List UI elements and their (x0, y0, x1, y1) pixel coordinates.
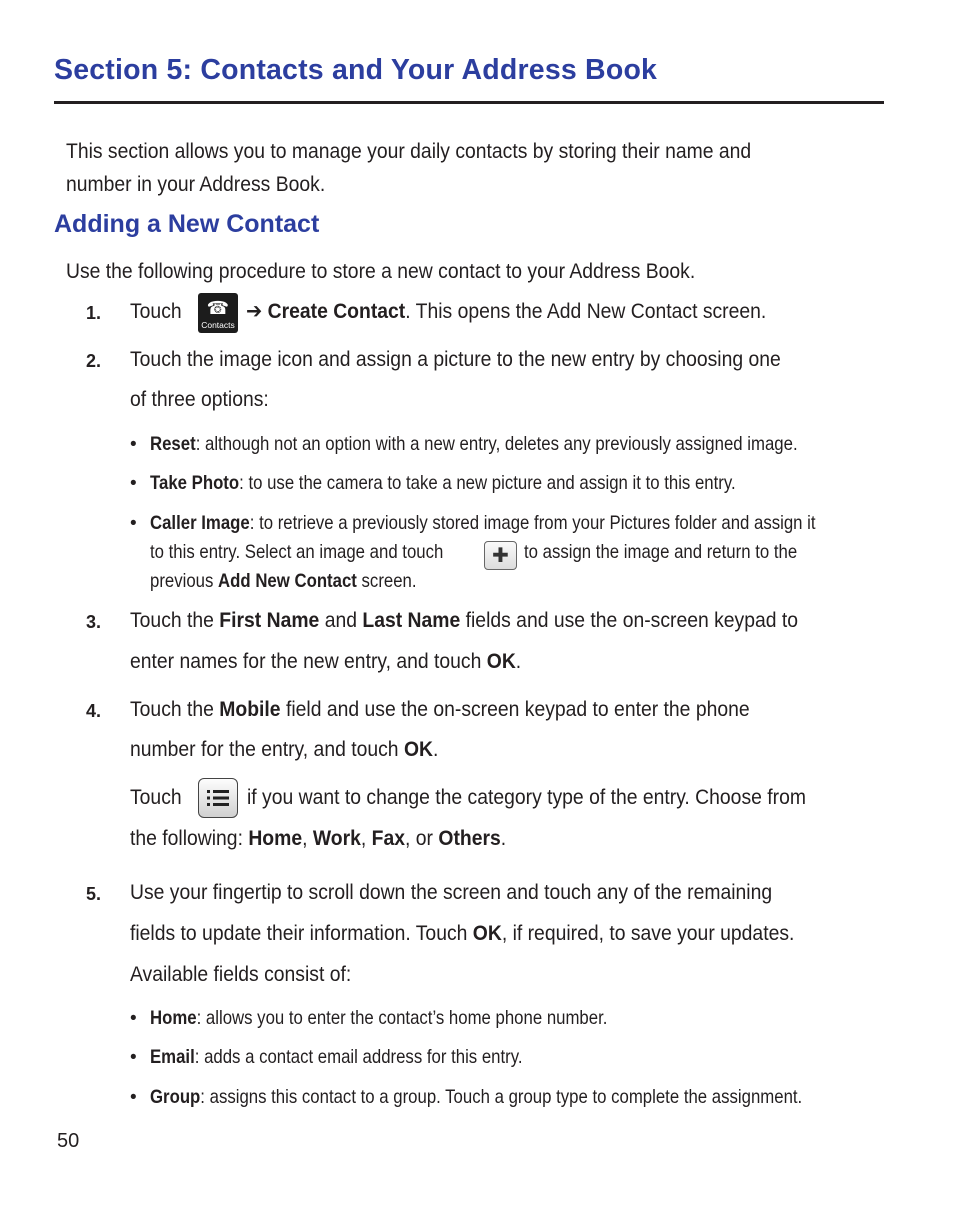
title-rule (54, 101, 884, 104)
bullet-caller-image-line-3: previous Add New Contact screen. (150, 570, 417, 592)
step-4-extra-pre: Touch (130, 785, 182, 809)
step-number: 1. (86, 303, 102, 323)
step-5-line-3: Available fields consist of: (130, 962, 352, 986)
contacts-app-icon (198, 293, 238, 333)
step-2-line-2: of three options: (130, 387, 269, 411)
bullet: • (130, 513, 137, 534)
bullet: • (130, 1047, 137, 1068)
arrow-icon: ➔ (246, 299, 263, 323)
phone-book-icon: ☎ (206, 297, 230, 318)
step-1-text: ➔ Create Contact. This opens the Add New Contact screen. (246, 299, 767, 323)
step-number: 4. (86, 701, 102, 721)
bullet-take-photo: Take Photo: to use the camera to take a new picture and assign it to this entry. (150, 472, 736, 494)
bullet: • (130, 434, 137, 455)
step-4-extra-line-2: the following: Home, Work, Fax, or Others. (130, 826, 507, 850)
step-5-line-1: Use your fingertip to scroll down the screen and touch any of the remaining (130, 880, 773, 904)
contacts-icon-label: Contacts (201, 319, 235, 330)
bullet-caller-image-line-2b: to assign the image and return to the (524, 541, 798, 563)
bullet: • (130, 1008, 137, 1029)
bullet-caller-image-line-2a: to this entry. Select an image and touch (150, 541, 444, 563)
intro-line-1: This section allows you to manage your daily contacts by storing their name and (66, 139, 752, 163)
step-4-line-2: number for the entry, and touch OK. (130, 737, 439, 761)
bullet: • (130, 1087, 137, 1108)
step-number: 2. (86, 351, 102, 371)
plus-icon: ✚ (484, 541, 517, 570)
intro-line-2: number in your Address Book. (66, 172, 326, 196)
step-2-line-1: Touch the image icon and assign a picture to the new entry by choosing one (130, 347, 781, 371)
bullet-email: Email: adds a contact email address for this entry. (150, 1046, 523, 1068)
menu-list-icon (198, 778, 238, 818)
create-contact-label: Create Contact (267, 299, 406, 323)
bullet-group: Group: assigns this contact to a group. Touch a group type to complete the assignment. (150, 1086, 803, 1108)
step-4-extra-text: if you want to change the category type of the entry. Choose from (247, 785, 806, 809)
step-3-line-1: Touch the First Name and Last Name fields and use the on-screen keypad to (130, 608, 799, 632)
bullet-reset: Reset: although not an option with a new entry, deletes any previously assigned image. (150, 433, 798, 455)
step-number: 3. (86, 612, 102, 632)
subheading: Adding a New Contact (54, 210, 320, 238)
step-4-line-1: Touch the Mobile field and use the on-screen keypad to enter the phone (130, 697, 750, 721)
page-number: 50 (57, 1130, 80, 1152)
bullet-caller-image: Caller Image: to retrieve a previously stored image from your Pictures folder and assign it (150, 512, 816, 534)
bullet-home: Home: allows you to enter the contact’s home phone number. (150, 1007, 608, 1029)
step-1-pre: Touch (130, 299, 182, 323)
procedure-intro: Use the following procedure to store a new contact to your Address Book. (66, 259, 696, 283)
step-number: 5. (86, 884, 102, 904)
list-icon (205, 787, 231, 809)
section-title: Section 5: Contacts and Your Address Book (54, 54, 658, 86)
step-3-line-2: enter names for the new entry, and touch OK. (130, 649, 522, 673)
step-5-line-2: fields to update their information. Touch OK, if required, to save your updates. (130, 921, 795, 945)
bullet: • (130, 473, 137, 494)
